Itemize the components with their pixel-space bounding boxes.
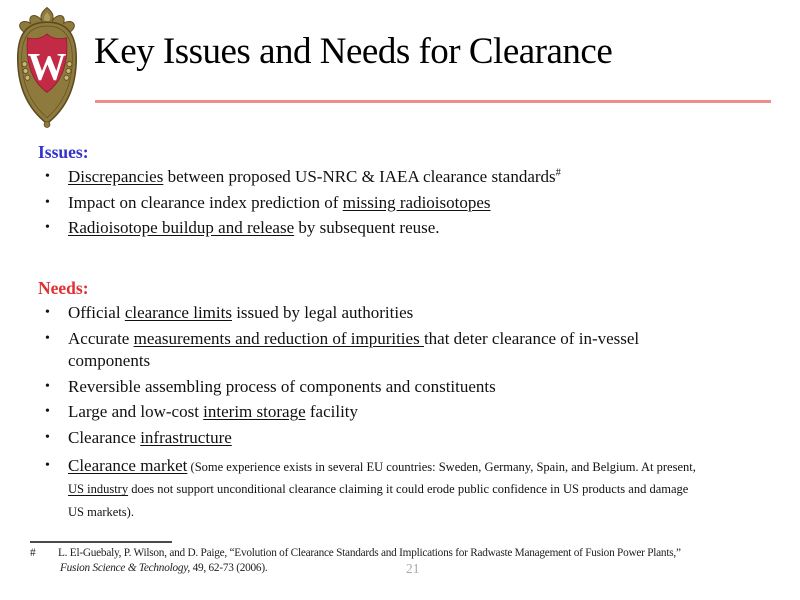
bullet-item	[30, 166, 770, 189]
text-segment: components	[68, 351, 151, 371]
needs-section	[30, 278, 770, 525]
text-segment: Impact on clearance index prediction of	[68, 192, 343, 212]
text-segment: #	[555, 167, 561, 179]
text-segment: that deter clearance of in-vessel	[423, 328, 640, 348]
bullet-marker: •	[45, 430, 50, 446]
footnote-separator-rule	[30, 541, 172, 543]
bullet-marker: •	[45, 220, 50, 236]
issues-section	[30, 142, 770, 243]
text-segment: infrastructure	[140, 428, 232, 448]
needs-heading: Needs:	[38, 278, 89, 298]
crest-letter-w: W	[27, 45, 67, 89]
text-segment: facility	[305, 402, 359, 422]
text-segment: Discrepancies	[68, 167, 164, 186]
text-segment: missing radioisotopes	[342, 192, 491, 212]
text-segment: interim storage	[203, 402, 306, 422]
text-segment: Official	[68, 303, 125, 322]
bullet-item	[30, 217, 770, 240]
text-segment: Reversible assembling process of components and constituents	[68, 376, 496, 396]
title-underline-rule	[95, 100, 771, 103]
text-segment: US markets).	[68, 504, 134, 519]
text-segment: (Some experience exists in several EU countries: Sweden, Germany, Spain, and Belgium. At present,	[187, 459, 696, 474]
bullet-marker: •	[45, 305, 50, 320]
text-segment: between proposed US-NRC & IAEA clearance standards	[163, 167, 556, 186]
bullet-marker: •	[45, 330, 50, 346]
bullet-item	[30, 302, 770, 325]
footnote-marker: #	[30, 547, 36, 559]
bullet-marker: •	[45, 194, 50, 210]
bullet-marker: •	[45, 457, 50, 473]
bullet-marker: •	[45, 169, 50, 184]
page-number: 21	[406, 561, 420, 576]
footnote-citation-rest: 49, 62-73 (2006).	[190, 562, 268, 575]
bullet-item	[30, 401, 770, 424]
needs-bullet-list	[30, 302, 770, 522]
bullet-marker: •	[45, 378, 50, 394]
bullet-item	[30, 455, 770, 523]
bullet-item	[30, 427, 770, 450]
text-segment: does not support unconditional clearance claiming it could erode public confidence in US products and damage	[128, 482, 689, 497]
text-segment: issued by legal authorities	[231, 303, 414, 322]
text-segment: measurements and reduction of impurities	[133, 328, 424, 348]
bullet-item	[30, 328, 770, 373]
text-segment: Clearance	[68, 428, 141, 448]
slide-title: Key Issues and Needs for Clearance	[94, 31, 613, 72]
bullet-marker: •	[45, 404, 50, 420]
footnote-line1: L. El-Guebaly, P. Wilson, and D. Paige, “Evolution of Clearance Standards and Implications for Radwaste Management of Fusion Power Plants,”	[58, 547, 681, 559]
footnote	[30, 546, 772, 577]
uw-crest-logo	[8, 6, 86, 130]
bullet-item	[30, 376, 770, 399]
footnote-journal-title: Fusion Science & Technology,	[60, 562, 191, 575]
issues-heading: Issues:	[38, 142, 89, 162]
text-segment: Radioisotope buildup and release	[68, 218, 295, 238]
text-segment: Large and low-cost	[68, 402, 204, 422]
bullet-item	[30, 192, 770, 215]
text-segment: US industry	[68, 482, 129, 497]
text-segment: Clearance market	[68, 455, 188, 475]
text-segment: clearance limits	[124, 303, 232, 322]
text-segment: Accurate	[68, 328, 134, 348]
issues-bullet-list	[30, 166, 770, 240]
uw-crest-icon	[8, 6, 86, 130]
text-segment: by subsequent reuse.	[294, 218, 440, 238]
